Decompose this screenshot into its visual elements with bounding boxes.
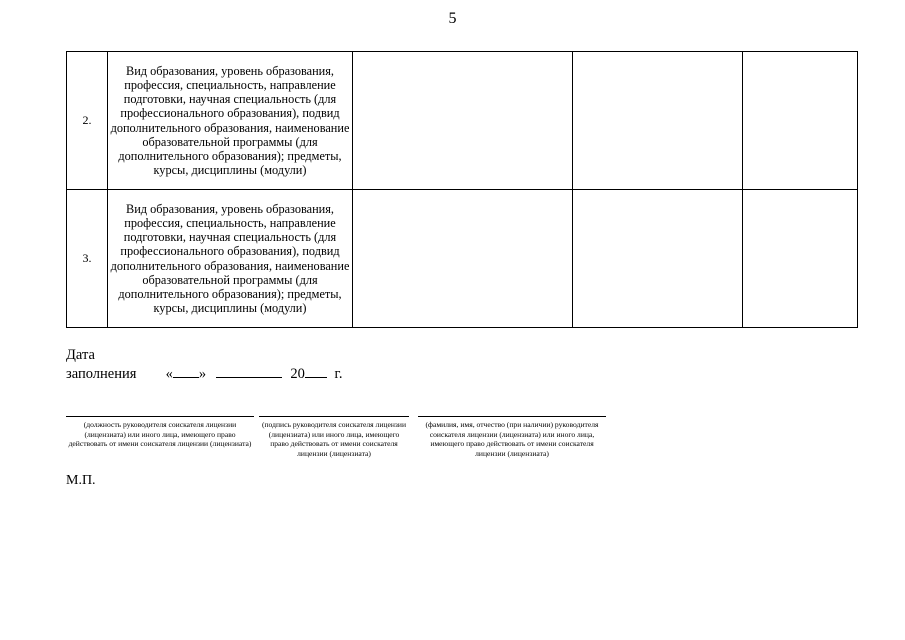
empty-cell (353, 190, 573, 328)
stamp-label: М.П. (66, 473, 96, 488)
fill-date-block (66, 346, 342, 383)
year-suffix: г. (334, 366, 343, 382)
empty-cell (573, 52, 743, 190)
empty-cell (743, 190, 858, 328)
date-label-cont: заполнения (66, 366, 137, 382)
year-prefix: 20 (290, 366, 305, 382)
full-name-field: (фамилия, имя, отчество (при наличии) руководителя соискателя лицензии (лицензиата) или иного лица, имеющего право действовать от имени соискателя лицензии (лицензиата) (418, 416, 606, 458)
date-line (66, 364, 342, 383)
page-number: 5 (448, 10, 457, 27)
signature-field: (подпись руководителя соискателя лицензии (лицензиата) или иного лица, имеющего право действовать от имени соискателя лицензии (лицензиата) (259, 416, 409, 458)
empty-cell (353, 52, 573, 190)
year-blank (305, 364, 327, 378)
empty-cell (743, 52, 858, 190)
row-number: 3. (67, 190, 108, 328)
open-quote: « (165, 366, 173, 382)
date-label: Дата (66, 347, 95, 363)
row-description: Вид образования, уровень образования, профессия, специальность, направление подготовки, научная специальность (для профессионального образования), подвид дополнительного образования, наименование образовательной программы (для дополнительного образования); предметы, курсы, дисциплины (модули) (108, 52, 353, 190)
table-row (67, 190, 858, 328)
table-row (67, 52, 858, 190)
month-blank (216, 364, 282, 378)
close-quote: » (198, 366, 207, 382)
day-blank (173, 364, 199, 378)
position-field: (должность руководителя соискателя лицензии (лицензиата) или иного лица, имеющего право действовать от имени соискателя лицензии (лицензиата) (66, 416, 254, 449)
row-number: 2. (67, 52, 108, 190)
row-description: Вид образования, уровень образования, профессия, специальность, направление подготовки, научная специальность (для профессионального образования), подвид дополнительного образования, наименование образовательной программы (для дополнительного образования); предметы, курсы, дисциплины (модули) (108, 190, 353, 328)
education-programs-table (66, 51, 858, 328)
empty-cell (573, 190, 743, 328)
